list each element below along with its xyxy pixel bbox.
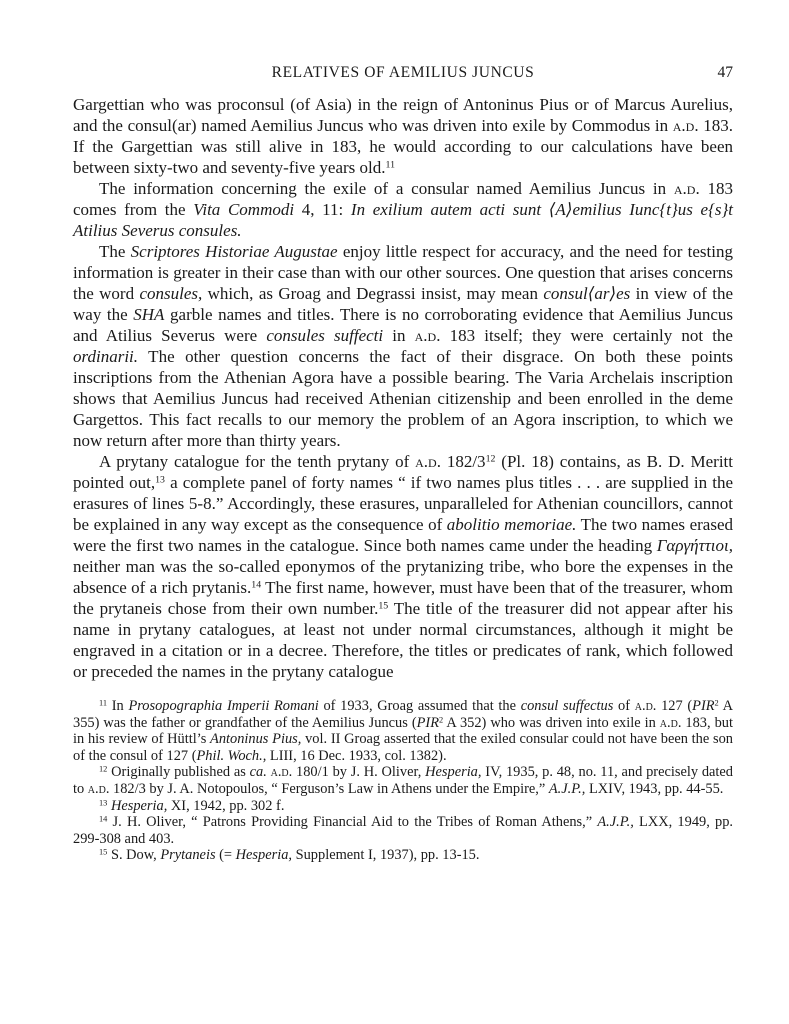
italic-text: Hesperia, (425, 764, 482, 781)
footnote-ref: 15 (378, 600, 389, 612)
running-title: RELATIVES OF AEMILIUS JUNCUS (271, 64, 535, 81)
text-run: 182/3 (440, 452, 486, 471)
footnote (73, 847, 733, 864)
text-run: The information concerning the exile of a consular named Aemilius Juncus in (99, 179, 674, 198)
italic-text: ca. (249, 764, 267, 781)
page (73, 62, 733, 864)
body-text (73, 94, 733, 682)
text-run: S. Dow, (107, 847, 161, 864)
text-run: A 355) was the father or grandfather of the Aemilius Juncus ( (73, 698, 734, 731)
text-run: The first name, however, must have been that of the treasurer, whom the prytaneis chose from their own number. (73, 578, 733, 618)
text-run: IV, 1935, p. 48, no. 11, and precisely dated to (73, 764, 733, 797)
text-run: The two names erased were the first two names in the catalogue. Since both names came under the heading (73, 515, 733, 555)
text-run: neither man was the so-called eponymos of the prytanizing tribe, who bore the expenses in the absence of a rich prytanis. (73, 557, 733, 597)
small-caps-text: a.d. (415, 452, 441, 471)
italic-text: Scriptores Historiae Augustae (130, 242, 338, 261)
footnote (73, 764, 733, 797)
running-header (73, 62, 733, 88)
italic-text: abolitio memoriae. (446, 515, 577, 534)
italic-text: A.J.P., (597, 814, 634, 831)
small-caps-text: a.d. (672, 116, 699, 135)
text-run: Originally published as (107, 764, 250, 781)
paragraph (73, 178, 733, 241)
small-caps-text: a.d. (659, 714, 682, 731)
text-run: In (107, 698, 129, 714)
italic-text: Vita Commodi (193, 200, 295, 219)
text-run: 183. If the Gargettian was still alive in 183, he would according to our calculations have been between sixty-two and seventy-five years old. (73, 116, 734, 177)
small-caps-text: a.d. (270, 764, 293, 781)
italic-text: consul⟨ar⟩es (543, 284, 631, 303)
text-run: 4, 11: (294, 200, 351, 219)
text-run: in (383, 326, 415, 345)
italic-text: ordinarii. (73, 347, 139, 366)
text-run: vol. II Groag asserted that the exiled consular could not have been the son of the consul of 127 ( (73, 731, 733, 764)
text-run: 183 itself; they were certainly not the (440, 326, 733, 345)
text-run: enjoy little respect for accuracy, and the need for testing information is greater in their case than with our other sources. One question that arises concerns the word (73, 242, 733, 303)
footnote-ref: 11 (385, 159, 396, 171)
footnote-ref: 14 (251, 579, 262, 591)
text-run: The title of the treasurer did not appear after his name in prytany catalogues, at least not under normal circumstances, although it might be engraved in a citation or in a decree. Therefore, the titles or predicates of rank, which followed or preceded the names in the prytany catalogue (73, 599, 733, 681)
footnote-ref: 15 (99, 847, 108, 857)
small-caps-text: a.d. (414, 326, 441, 345)
text-run: in view of the way the (73, 284, 733, 324)
italic-text: Prytaneis (160, 847, 216, 864)
text-run: Gargettian who was proconsul (of Asia) in the reign of Antoninus Pius or of Marcus Aurelius, and the consul(ar) named Aemilius Juncus who was driven into exile by Commodus in (73, 95, 733, 135)
footnote (73, 814, 733, 847)
text-run: a complete panel of forty names “ if two names plus titles . . . are supplied in the erasures of lines 5-8.” Accordingly, these erasures, unparalleled for Athenian councillors, cannot be explained in any way except as the consequence of (73, 473, 733, 534)
paragraph (73, 241, 733, 451)
italic-text: A.J.P., (548, 780, 586, 797)
text-run: LIII, 16 Dec. 1933, col. 1382). (266, 747, 447, 764)
footnote-ref: 2 (714, 698, 719, 708)
footnote-ref: 12 (485, 453, 496, 465)
italic-text: Hesperia, (235, 847, 293, 864)
italic-text: Antoninus Pius, (210, 731, 302, 748)
text-run: 183, but in his review of Hüttl’s (73, 714, 733, 748)
italic-text: PIR (692, 698, 715, 714)
text-run: LXX, 1949, pp. 299-308 and 403. (73, 814, 733, 847)
italic-text: Γαργήττιοι, (656, 536, 733, 555)
text-run: LXIV, 1943, pp. 44-55. (585, 780, 724, 797)
footnote-ref: 11 (99, 698, 108, 708)
small-caps-text: a.d. (87, 780, 110, 797)
text-run: A prytany catalogue for the tenth prytany of (99, 452, 416, 471)
page-number: 47 (717, 64, 733, 81)
italic-text: Phil. Woch., (196, 747, 267, 764)
italic-text: Hesperia, (110, 797, 168, 814)
text-run: Supplement I, 1937), pp. 13-15. (292, 847, 480, 864)
footnote-ref: 14 (99, 814, 108, 824)
italic-text: Prosopographia Imperii Romani (128, 698, 319, 714)
text-run: (Pl. 18) contains, as B. D. Meritt pointed out, (73, 452, 733, 492)
text-run: 127 ( (656, 698, 693, 714)
text-run: The other question concerns the fact of their disgrace. On both these points inscriptions from the Athenian Agora have a possible bearing. The Varia Archelais inscription shows that Aemilius Juncus had received Athenian citizenship and been enrolled in the deme Gargettos. This fact recalls to our memory the problem of an Agora inscription, to which we now return after more than thirty years. (73, 347, 733, 450)
paragraph (73, 94, 733, 178)
footnote (73, 798, 733, 815)
italic-text: consules, (139, 284, 203, 303)
text-run: (= (215, 847, 236, 864)
footnote-ref: 12 (99, 764, 108, 774)
italic-text: PIR (416, 714, 440, 731)
text-run: garble names and titles. There is no corroborating evidence that Aemilius Juncus and Atilius Severus were (73, 305, 733, 345)
text-run: 183 comes from the (73, 179, 733, 219)
paragraph (73, 451, 733, 682)
text-run: which, as Groag and Degrassi insist, may mean (202, 284, 544, 303)
italic-text: consul suffectus (520, 698, 614, 714)
text-run: XI, 1942, pp. 302 f. (167, 797, 285, 814)
text-run: of 1933, Groag assumed that the (318, 698, 521, 714)
text-run: of (613, 698, 635, 714)
italic-text: consules suffecti (266, 326, 384, 345)
footnote-ref: 2 (439, 715, 444, 725)
text-run: 182/3 by J. A. Notopoulos, “ Ferguson’s Law in Athens under the Empire,” (109, 780, 549, 797)
text-run: The (99, 242, 131, 261)
small-caps-text: a.d. (634, 698, 657, 714)
text-run: J. H. Oliver, “ Patrons Providing Financial Aid to the Tribes of Roman Athens,” (107, 814, 598, 831)
italic-text: In exilium autem acti sunt ⟨A⟩emilius Iunc{t}us e{s}t Atilius Severus consules. (73, 200, 734, 240)
footnote (73, 698, 733, 764)
text-run: A 352) who was driven into exile in (443, 714, 660, 731)
footnote-ref: 13 (155, 474, 165, 486)
text-run: 180/1 by J. H. Oliver, (292, 764, 426, 781)
footnote-ref: 13 (99, 797, 108, 807)
small-caps-text: a.d. (673, 179, 700, 198)
italic-text: SHA (133, 305, 165, 324)
footnotes (73, 698, 733, 864)
